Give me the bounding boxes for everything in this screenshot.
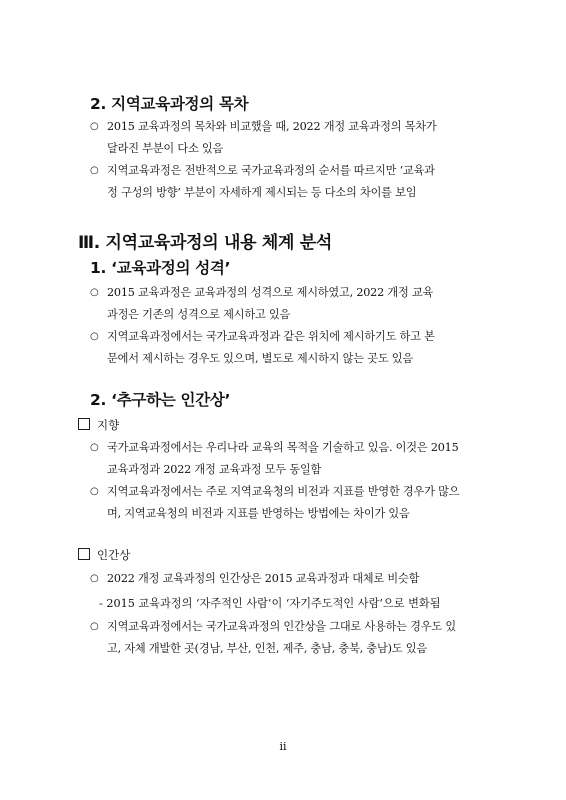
list-item bbox=[107, 437, 488, 481]
square-checkbox-icon bbox=[78, 548, 90, 560]
section-heading-character: 1. ‘교육과정의 성격’ bbox=[90, 259, 231, 277]
bullet-icon: ○ bbox=[90, 573, 99, 584]
square-checkbox-icon bbox=[78, 418, 90, 430]
list-item-line: 정 구성의 방향’ 부분이 자세하게 제시되는 등 다소의 차이를 보임 bbox=[107, 186, 417, 199]
section-heading-toc: 2. 지역교육과정의 목차 bbox=[90, 95, 249, 113]
chapter-heading: Ⅲ. 지역교육과정의 내용 체계 분석 bbox=[78, 233, 332, 253]
list-item-line: 과정은 기존의 성격으로 제시하고 있음 bbox=[107, 308, 291, 321]
list-item bbox=[107, 481, 488, 525]
section-heading-human: 2. ‘추구하는 인간상’ bbox=[90, 391, 231, 409]
list-item-line: 2015 교육과정은 교육과정의 성격으로 제시하였고, 2022 개정 교육 bbox=[107, 286, 434, 299]
list-item-line: 지역교육과정에서는 국가교육과정의 인간상을 그대로 사용하는 경우도 있 bbox=[107, 620, 456, 633]
list-item-line: 며, 지역교육청의 비전과 지표를 반영하는 방법에는 차이가 있음 bbox=[107, 507, 410, 520]
list-item-line: 고, 자체 개발한 곳(경남, 부산, 인천, 제주, 충남, 충북, 충남)도 있음 bbox=[107, 642, 427, 655]
subsection-box-direction bbox=[78, 417, 119, 433]
subsection-label: 지향 bbox=[97, 418, 120, 432]
bullet-icon: ○ bbox=[90, 121, 99, 132]
subsection-box-human bbox=[78, 547, 130, 563]
list-item bbox=[107, 282, 488, 326]
bullet-icon: ○ bbox=[90, 287, 99, 298]
subsection-label: 인간상 bbox=[97, 548, 131, 562]
list-item-line: 지역교육과정에서는 주로 지역교육청의 비전과 지표를 반영한 경우가 많으 bbox=[107, 485, 460, 498]
list-item bbox=[107, 568, 497, 590]
list-item bbox=[107, 616, 488, 660]
list-item bbox=[107, 116, 488, 160]
list-item bbox=[107, 160, 488, 204]
page-number: ii bbox=[279, 740, 287, 753]
dash-sub-item: - 2015 교육과정의 ‘자주적인 사람’이 ‘자기주도적인 사람’으로 변화됨 bbox=[99, 597, 441, 610]
list-item-line: 2015 교육과정의 목차와 비교했을 때, 2022 개정 교육과정의 목차가 bbox=[107, 120, 437, 133]
list-item bbox=[107, 326, 488, 370]
bullet-icon: ○ bbox=[90, 442, 99, 453]
bullet-icon: ○ bbox=[90, 486, 99, 497]
list-item-line: 2022 개정 교육과정의 인간상은 2015 교육과정과 대체로 비슷함 bbox=[107, 572, 420, 585]
list-item-line: 문에서 제시하는 경우도 있으며, 별도로 제시하지 않는 곳도 있음 bbox=[107, 352, 413, 365]
bullet-icon: ○ bbox=[90, 331, 99, 342]
list-item-line: 지역교육과정은 전반적으로 국가교육과정의 순서를 따르지만 ‘교육과 bbox=[107, 164, 435, 177]
list-item-line: 교육과정과 2022 개정 교육과정 모두 동일함 bbox=[107, 463, 322, 476]
bullet-icon: ○ bbox=[90, 621, 99, 632]
list-item-line: 달라진 부분이 다소 있음 bbox=[107, 142, 224, 155]
list-item-line: 지역교육과정에서는 국가교육과정과 같은 위치에 제시하기도 하고 본 bbox=[107, 330, 435, 343]
list-item-line: 국가교육과정에서는 우리나라 교육의 목적을 기술하고 있음. 이것은 2015 bbox=[107, 441, 459, 454]
bullet-icon: ○ bbox=[90, 165, 99, 176]
